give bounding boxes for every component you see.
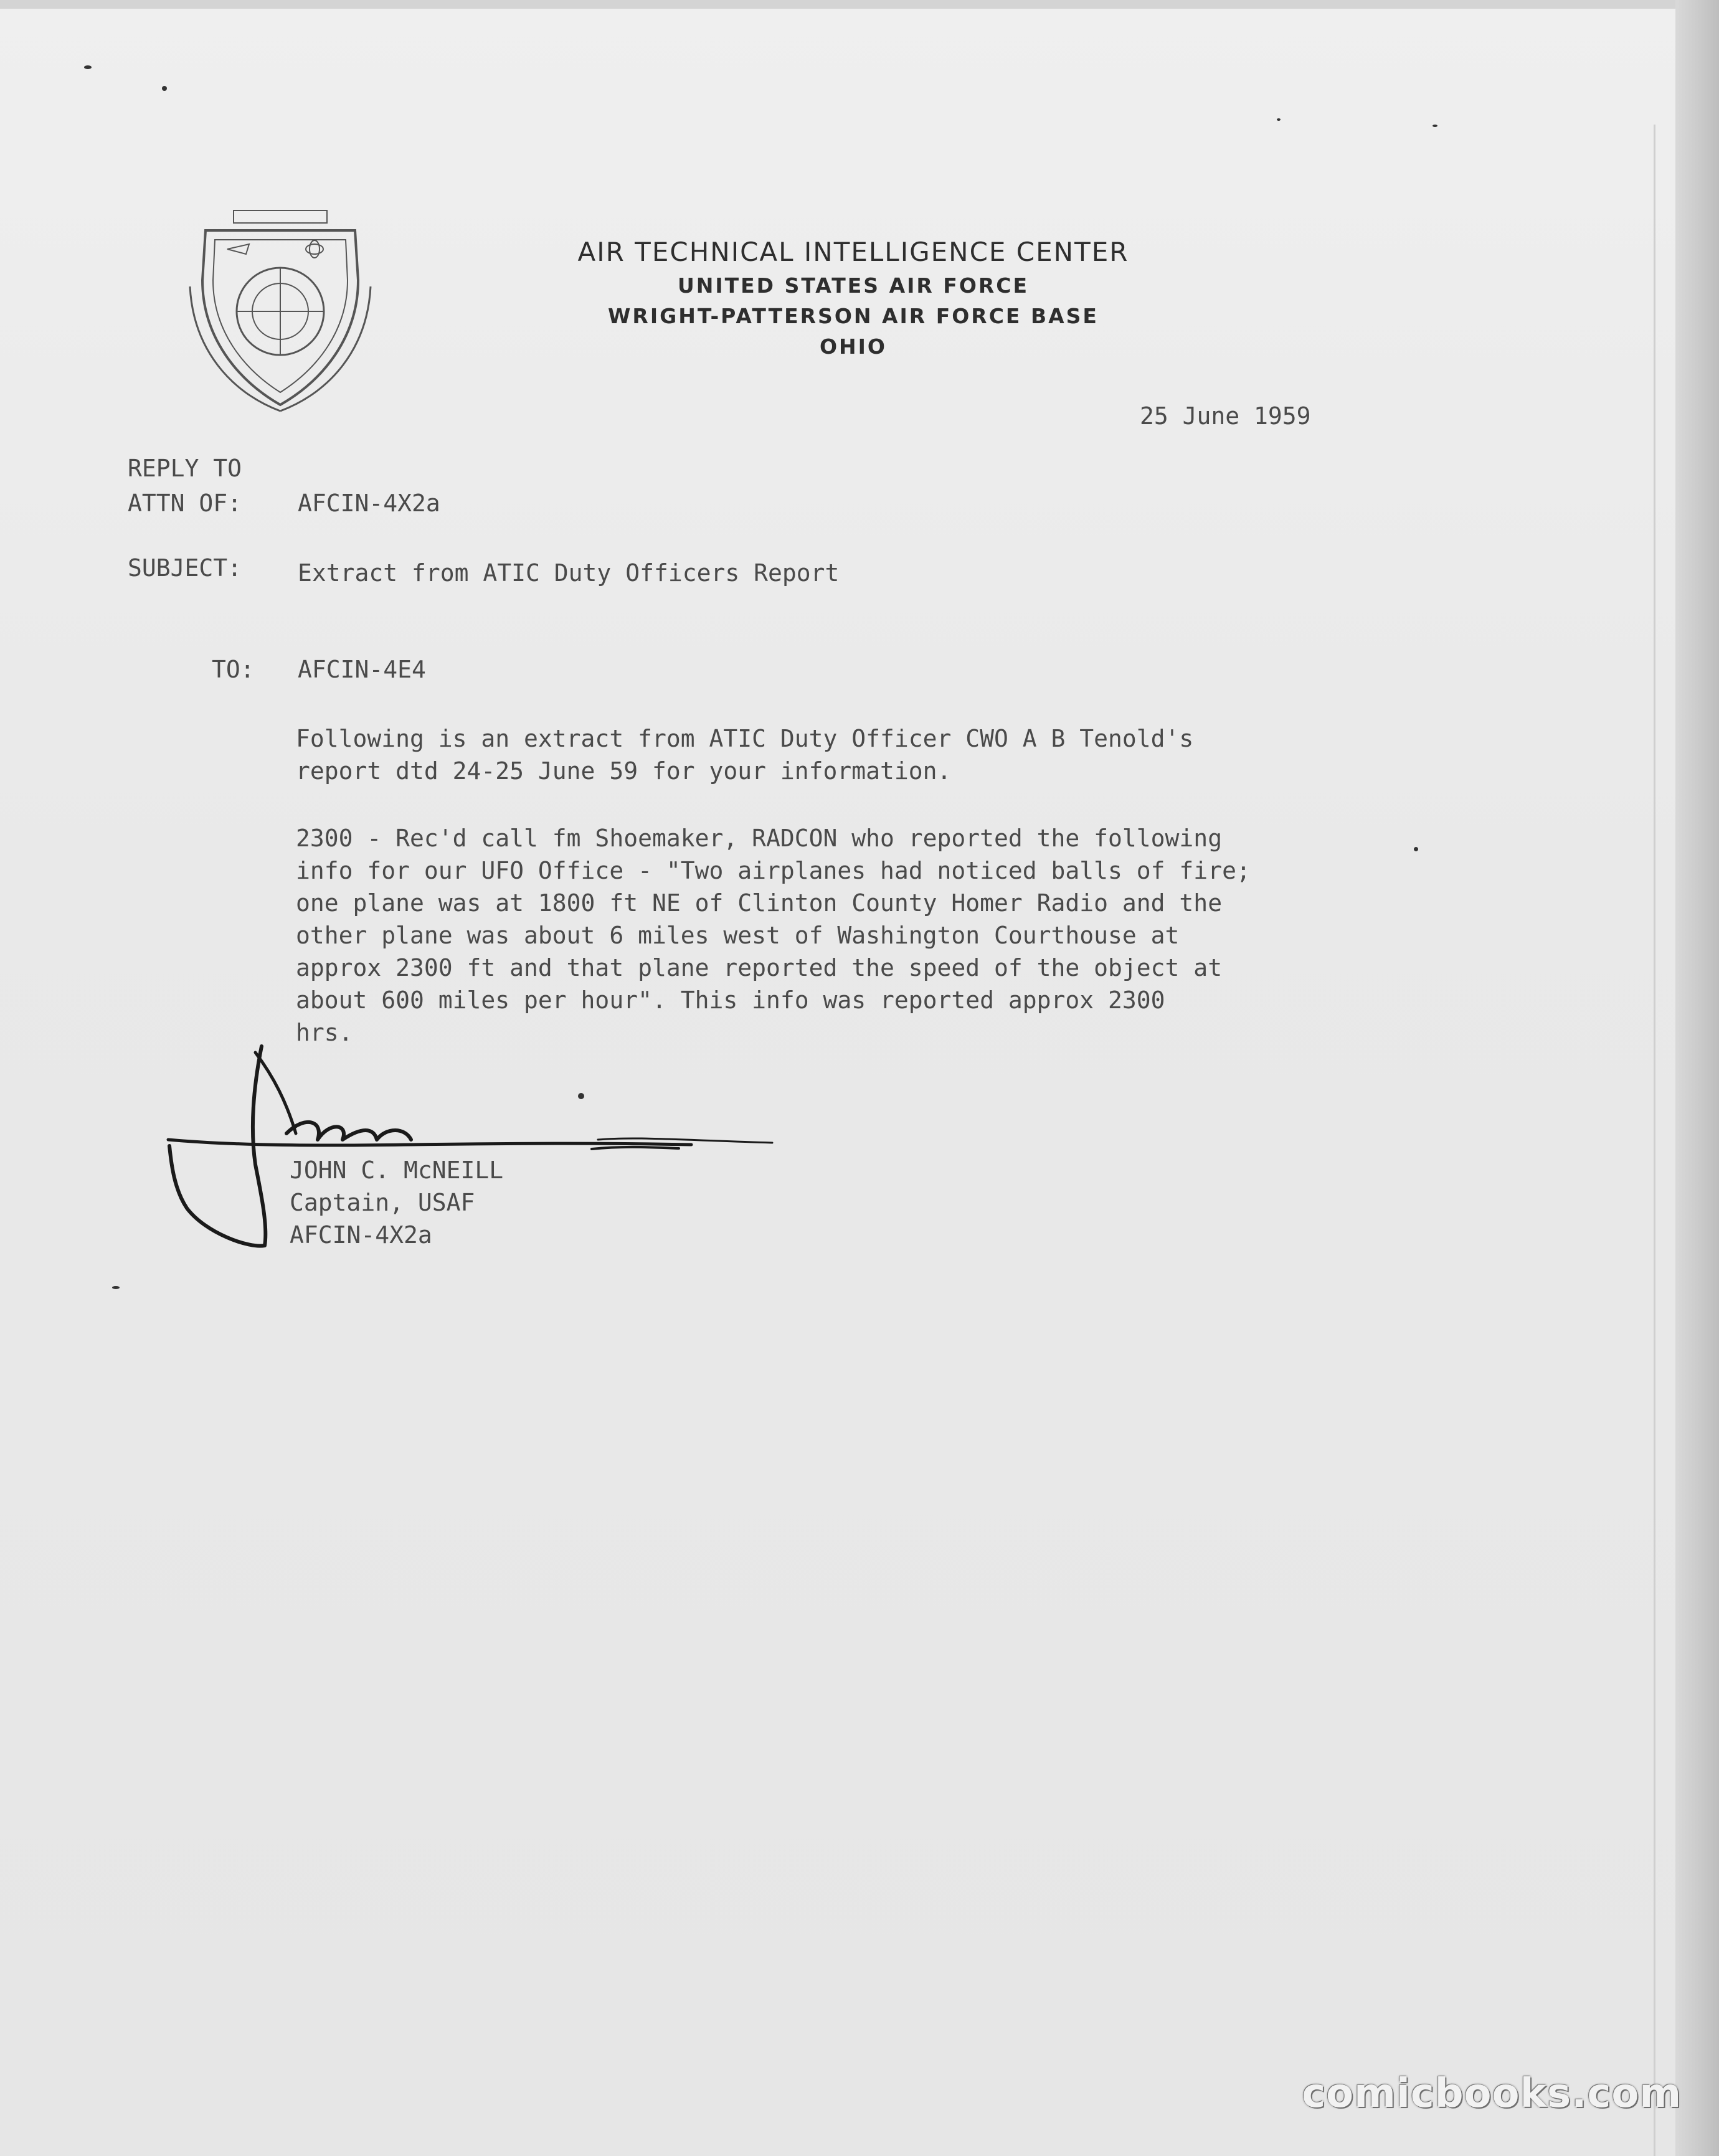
letterhead-state: OHIO bbox=[819, 334, 887, 359]
atic-seal-emblem bbox=[181, 206, 380, 417]
scan-speck bbox=[84, 65, 92, 69]
scan-speck bbox=[112, 1286, 120, 1289]
letterhead-org: AIR TECHNICAL INTELLIGENCE CENTER bbox=[577, 237, 1129, 267]
letter-date: 25 June 1959 bbox=[1140, 402, 1311, 430]
scan-top-edge bbox=[0, 0, 1719, 9]
page-fold-line bbox=[1654, 125, 1655, 2156]
body-paragraph-intro: Following is an extract from ATIC Duty Officer CWO A B Tenold's report dtd 24-25 June 59 for your information. bbox=[296, 725, 1194, 785]
scan-speck bbox=[578, 1093, 584, 1099]
subject-label: SUBJECT: bbox=[128, 554, 242, 582]
attn-label: ATTN OF: bbox=[128, 489, 242, 517]
letterhead-branch: UNITED STATES AIR FORCE bbox=[677, 273, 1030, 298]
to-label: TO: bbox=[212, 656, 255, 683]
scan-right-edge bbox=[1675, 0, 1719, 2156]
scan-speck bbox=[162, 86, 167, 91]
subject-value: Extract from ATIC Duty Officers Report bbox=[298, 559, 840, 587]
scan-speck bbox=[1277, 118, 1281, 121]
watermark: comicbooks.com bbox=[1302, 2071, 1682, 2117]
body-paragraph-report: 2300 - Rec'd call fm Shoemaker, RADCON who reported the following info for our UFO Office - "Two airplanes had noticed balls of fire; one plane was at 1800 ft NE of Clinton County Homer Radio and the other plane was about 6 miles west of Washington Courthouse at approx 2300 ft and that plane reported the speed of the object at about 600 miles per hour". This info was reported approx 2300 hrs. bbox=[296, 825, 1251, 1046]
signer-office: AFCIN-4X2a bbox=[290, 1221, 432, 1249]
reply-to-label: REPLY TO bbox=[128, 455, 242, 482]
signature-block bbox=[290, 1154, 503, 1251]
letterhead-base: WRIGHT-PATTERSON AIR FORCE BASE bbox=[608, 304, 1099, 328]
letterhead bbox=[511, 237, 1196, 359]
attn-value: AFCIN-4X2a bbox=[298, 489, 440, 517]
to-value: AFCIN-4E4 bbox=[298, 656, 426, 683]
scan-speck bbox=[1432, 125, 1437, 127]
scan-speck bbox=[1414, 847, 1418, 851]
signer-name: JOHN C. McNEILL bbox=[290, 1156, 504, 1184]
signer-rank: Captain, USAF bbox=[290, 1189, 475, 1216]
